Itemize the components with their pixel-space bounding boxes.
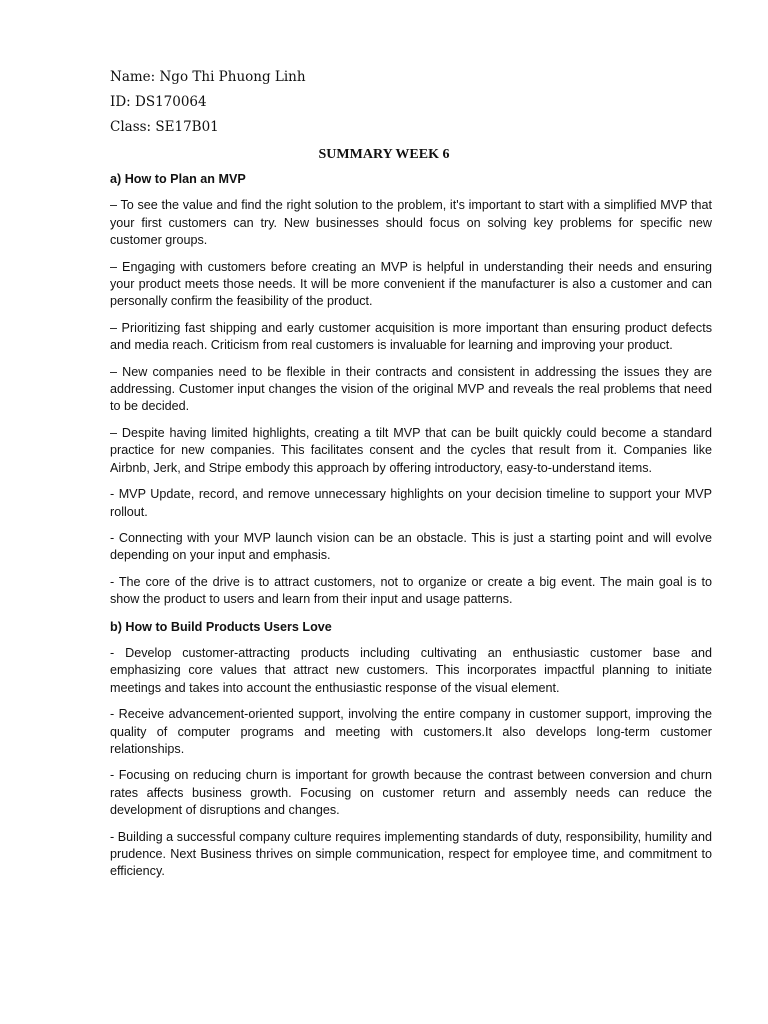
student-class: Class: SE17B01 bbox=[110, 119, 219, 135]
section-a-heading: a) How to Plan an MVP bbox=[110, 172, 246, 186]
section-a-paragraph-1: – To see the value and find the right solution to the problem, it's important to start with a simplified MVP that your first customers can try. New businesses should focus on solving key problems for specific new customer groups. bbox=[110, 198, 712, 248]
section-a-paragraph-2: – Engaging with customers before creating an MVP is helpful in understanding their needs and ensuring your product meets those needs. It will be more convenient if the manufacturer is also a customer and can personally confirm the feasibility of the product. bbox=[110, 259, 712, 309]
section-a-paragraph-8: - The core of the drive is to attract customers, not to organize or create a big event. The main goal is to show the product to users and learn from their input and usage patterns. bbox=[110, 574, 712, 607]
section-a-paragraph-7: - Connecting with your MVP launch vision can be an obstacle. This is just a starting point and will evolve depending on your input and emphasis. bbox=[110, 530, 712, 563]
section-b-paragraph-4: - Building a successful company culture requires implementing standards of duty, responsibility, humility and prudence. Next Business thrives on simple communication, respect for employee time, and commitment to efficiency. bbox=[110, 829, 712, 879]
section-a-paragraph-6: - MVP Update, record, and remove unnecessary highlights on your decision timeline to support your MVP rollout. bbox=[110, 487, 712, 519]
section-a-paragraph-4: – New companies need to be flexible in their contracts and consistent in addressing the issues they are addressing. Customer input changes the vision of the original MVP and reveals the real problems that need to be decided. bbox=[110, 364, 712, 414]
student-id: ID: DS170064 bbox=[110, 94, 207, 110]
section-a-paragraph-5: – Despite having limited highlights, creating a tilt MVP that can be built quickly could become a standard practice for new companies. This facilitates consent and the cycles that result from it. Companies like Airbnb, Jerk, and Stripe embody this approach by offering introductory, easy-to-understand items. bbox=[110, 425, 712, 475]
section-b-paragraph-1: - Develop customer-attracting products including cultivating an enthusiastic customer base and emphasizing core values that attract new customers. This incorporates impactful planning to initiate meetings and takes into account the enthusiastic response of the visual element. bbox=[110, 645, 712, 695]
section-b-paragraph-3: - Focusing on reducing churn is important for growth because the contrast between conversion and churn rates affects business growth. Focusing on customer return and assembly needs can reduce the development of disruptions and changes. bbox=[110, 768, 712, 818]
section-a-paragraph-3: – Prioritizing fast shipping and early customer acquisition is more important than ensuring product defects and media reach. Criticism from real customers is invaluable for learning and improving your product. bbox=[110, 320, 712, 353]
document-body bbox=[110, 171, 712, 890]
document-title: SUMMARY WEEK 6 bbox=[318, 147, 450, 162]
section-b-paragraph-2: - Receive advancement-oriented support, involving the entire company in customer support, improving the quality of computer programs and meeting with customers.It also develops long-term customer relationships. bbox=[110, 707, 712, 756]
student-name: Name: Ngo Thi Phuong Linh bbox=[110, 69, 306, 85]
section-b-heading: b) How to Build Products Users Love bbox=[110, 619, 332, 634]
